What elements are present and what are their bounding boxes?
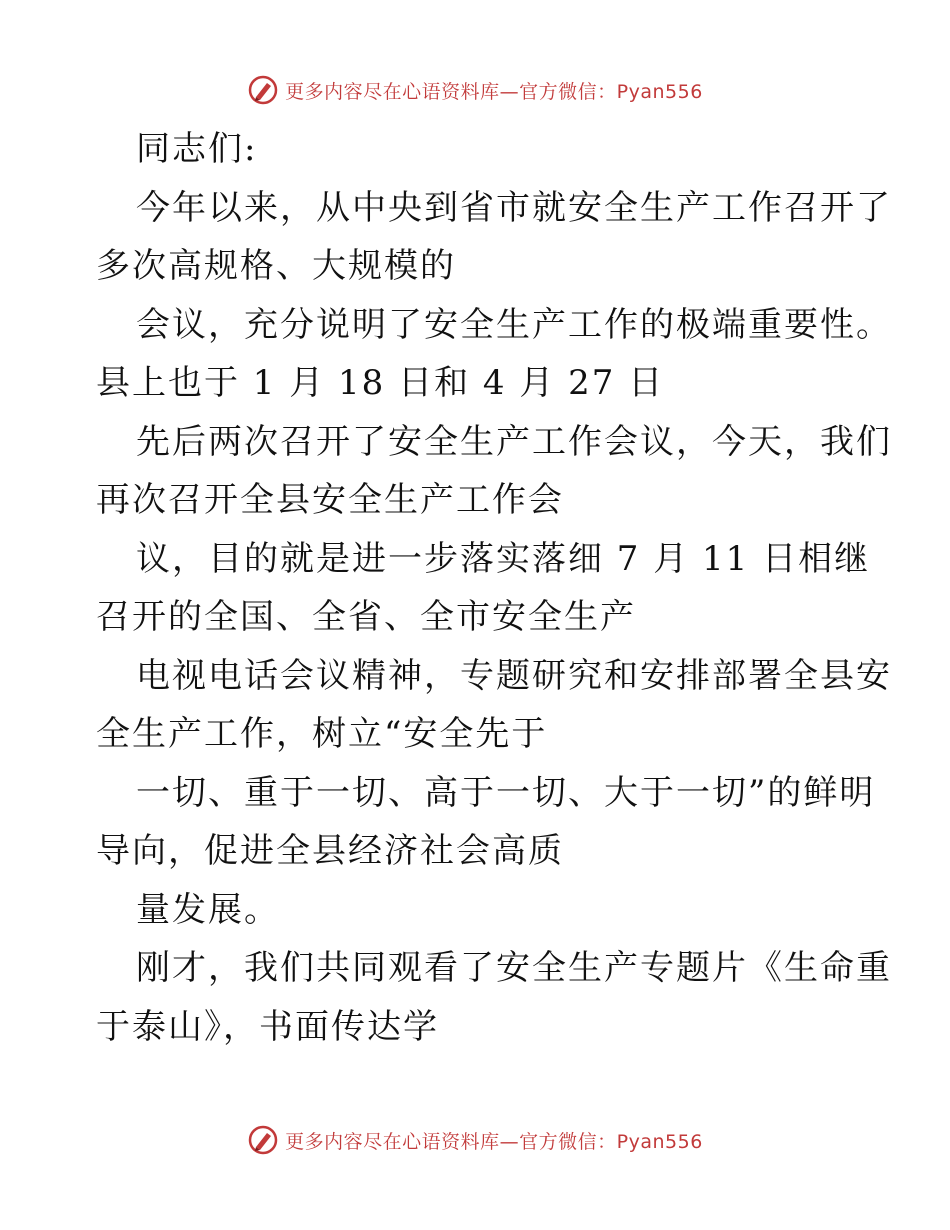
paragraph-line: 量发展。: [136, 889, 280, 930]
paragraph-line: 今年以来，从中央到省市就安全生产工作召开了: [136, 187, 892, 228]
paragraph-line: 召开的全国、全省、全市安全生产: [96, 597, 636, 637]
paragraph-line: 导向，促进全县经济社会高质: [96, 831, 564, 871]
paragraph-line: 再次召开全县安全生产工作会: [96, 480, 564, 520]
paragraph-line: 议，目的就是进一步落实落细 7 月 11 日相继: [136, 538, 871, 579]
body-text: [96, 120, 892, 1056]
header-banner-text: 更多内容尽在心语资料库—官方微信：Pyan556: [285, 80, 703, 103]
pen-logo-icon: [247, 74, 279, 106]
paragraph-line: 电视电话会议精神，专题研究和安排部署全县安: [136, 655, 892, 696]
footer-banner: [0, 1122, 950, 1158]
paragraph-line: 县上也于 1 月 18 日和 4 月 27 日: [96, 363, 665, 403]
footer-banner-text: 更多内容尽在心语资料库—官方微信：Pyan556: [285, 1130, 703, 1153]
paragraph-line: 全生产工作，树立“安全先于: [96, 714, 548, 754]
paragraph-line: 会议，充分说明了安全生产工作的极端重要性。: [136, 304, 892, 345]
paragraph-line: 于泰山》，书面传达学: [96, 1006, 439, 1047]
paragraph-line: 刚才，我们共同观看了安全生产专题片《生命重: [136, 948, 892, 988]
paragraph-line: 一切、重于一切、高于一切、大于一切”的鲜明: [136, 772, 876, 813]
paragraph-line: 多次高规格、大规模的: [96, 246, 456, 286]
paragraph-line: 同志们:: [136, 129, 258, 169]
pen-logo-icon: [247, 1124, 279, 1156]
header-banner: [0, 72, 950, 108]
paragraph-line: 先后两次召开了安全生产工作会议，今天，我们: [136, 421, 892, 462]
